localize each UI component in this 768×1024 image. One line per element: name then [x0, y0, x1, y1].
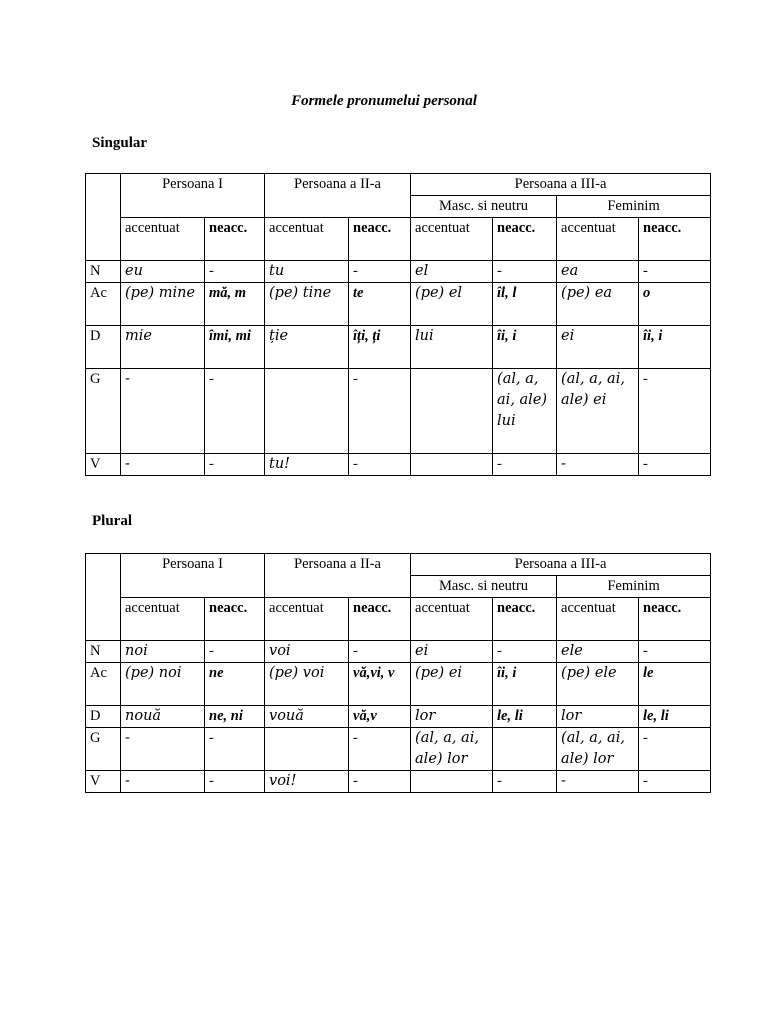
header-person-3: Persoana a III-a: [411, 174, 711, 196]
table-cell: (pe) mine: [121, 283, 205, 326]
table-cell: -: [121, 369, 205, 454]
table-cell: nouă: [121, 706, 205, 728]
table-row: [86, 454, 711, 476]
table-cell: el: [411, 261, 493, 283]
header-person-1: Persoana I: [121, 174, 265, 218]
header-feminim: Feminim: [557, 576, 711, 598]
document-title: Formele pronumelui personal: [291, 93, 477, 109]
table-cell: (pe) ele: [557, 663, 639, 706]
case-label: Ac: [86, 283, 121, 326]
table-cell: -: [121, 771, 205, 793]
table-cell: -: [557, 454, 639, 476]
header-masc-neutru: Masc. si neutru: [411, 196, 557, 218]
table-cell: vouă: [265, 706, 349, 728]
case-label: N: [86, 641, 121, 663]
plural-table: [85, 553, 711, 793]
table-cell: -: [557, 771, 639, 793]
table-cell: (pe) ei: [411, 663, 493, 706]
header-masc-neutru: Masc. si neutru: [411, 576, 557, 598]
table-row: [86, 641, 711, 663]
table-cell: -: [121, 454, 205, 476]
header-neacc: neacc.: [639, 218, 711, 261]
table-cell: îi, i: [639, 326, 711, 369]
table-cell: eu: [121, 261, 205, 283]
table-cell: îi, i: [493, 326, 557, 369]
table-cell: (pe) el: [411, 283, 493, 326]
table-cell: te: [349, 283, 411, 326]
table-cell: le, li: [493, 706, 557, 728]
table-cell: -: [493, 641, 557, 663]
table-cell: lor: [411, 706, 493, 728]
table-cell: -: [349, 369, 411, 454]
table-cell: [411, 454, 493, 476]
table-cell: vă,v: [349, 706, 411, 728]
header-feminim: Feminim: [557, 196, 711, 218]
table-cell: -: [205, 369, 265, 454]
table-cell: îi, i: [493, 663, 557, 706]
table-cell: (pe) ea: [557, 283, 639, 326]
header-accentuat: accentuat: [557, 218, 639, 261]
table-cell: ei: [411, 641, 493, 663]
singular-table: [85, 173, 711, 476]
table-cell: -: [205, 454, 265, 476]
table-cell: îl, l: [493, 283, 557, 326]
table-cell: -: [639, 454, 711, 476]
table-cell: ție: [265, 326, 349, 369]
table-cell: voi!: [265, 771, 349, 793]
table-cell: (al, a, ai, ale) ei: [557, 369, 639, 454]
table-cell: [265, 369, 349, 454]
table-cell: -: [639, 771, 711, 793]
header-accentuat: accentuat: [557, 598, 639, 641]
table-cell: (pe) tine: [265, 283, 349, 326]
table-cell: -: [205, 261, 265, 283]
table-row: [86, 706, 711, 728]
table-cell: -: [493, 771, 557, 793]
header-accentuat: accentuat: [411, 218, 493, 261]
table-row: [86, 326, 711, 369]
table-cell: -: [349, 728, 411, 771]
table-cell: ele: [557, 641, 639, 663]
table-cell: ne: [205, 663, 265, 706]
table-cell: -: [349, 771, 411, 793]
table-cell: -: [349, 454, 411, 476]
table-cell: -: [639, 369, 711, 454]
table-cell: ne, ni: [205, 706, 265, 728]
header-neacc: neacc.: [349, 598, 411, 641]
header-neacc: neacc.: [349, 218, 411, 261]
table-row: [86, 369, 711, 454]
table-row: [86, 283, 711, 326]
case-label: G: [86, 369, 121, 454]
header-neacc: neacc.: [639, 598, 711, 641]
header-accentuat: accentuat: [265, 598, 349, 641]
table-cell: -: [205, 728, 265, 771]
table-cell: tu!: [265, 454, 349, 476]
header-person-2: Persoana a II-a: [265, 174, 411, 218]
table-cell: (al, a, ai, ale) lor: [557, 728, 639, 771]
table-cell: -: [639, 261, 711, 283]
table-cell: le, li: [639, 706, 711, 728]
case-label: D: [86, 326, 121, 369]
singular-heading: Singular: [92, 135, 148, 151]
table-cell: -: [493, 261, 557, 283]
header-neacc: neacc.: [493, 218, 557, 261]
table-cell: -: [639, 641, 711, 663]
case-label: G: [86, 728, 121, 771]
case-label: V: [86, 454, 121, 476]
table-cell: -: [493, 454, 557, 476]
case-label: V: [86, 771, 121, 793]
table-cell: [493, 728, 557, 771]
header-accentuat: accentuat: [121, 218, 205, 261]
table-cell: îți, ți: [349, 326, 411, 369]
table-cell: voi: [265, 641, 349, 663]
header-neacc: neacc.: [493, 598, 557, 641]
table-cell: [265, 728, 349, 771]
table-cell: [411, 369, 493, 454]
table-cell: -: [349, 261, 411, 283]
header-neacc: neacc.: [205, 218, 265, 261]
header-person-1: Persoana I: [121, 554, 265, 598]
table-cell: ei: [557, 326, 639, 369]
table-row: [86, 261, 711, 283]
table-cell: mă, m: [205, 283, 265, 326]
table-cell: lor: [557, 706, 639, 728]
table-cell: (al, a, ai, ale) lui: [493, 369, 557, 454]
table-cell: tu: [265, 261, 349, 283]
table-cell: noi: [121, 641, 205, 663]
table-cell: (pe) voi: [265, 663, 349, 706]
header-person-2: Persoana a II-a: [265, 554, 411, 598]
table-row: [86, 771, 711, 793]
case-label: N: [86, 261, 121, 283]
table-cell: (pe) noi: [121, 663, 205, 706]
corner-cell: [86, 554, 121, 641]
table-row: [86, 663, 711, 706]
table-cell: lui: [411, 326, 493, 369]
header-accentuat: accentuat: [265, 218, 349, 261]
table-cell: o: [639, 283, 711, 326]
table-cell: [411, 771, 493, 793]
header-person-3: Persoana a III-a: [411, 554, 711, 576]
header-neacc: neacc.: [205, 598, 265, 641]
case-label: D: [86, 706, 121, 728]
table-cell: -: [205, 641, 265, 663]
table-cell: le: [639, 663, 711, 706]
table-cell: -: [639, 728, 711, 771]
table-row: [86, 728, 711, 771]
header-accentuat: accentuat: [411, 598, 493, 641]
table-cell: ea: [557, 261, 639, 283]
table-cell: vă,vi, v: [349, 663, 411, 706]
table-cell: -: [205, 771, 265, 793]
table-cell: -: [121, 728, 205, 771]
table-cell: îmi, mi: [205, 326, 265, 369]
header-accentuat: accentuat: [121, 598, 205, 641]
table-cell: mie: [121, 326, 205, 369]
plural-heading: Plural: [92, 513, 132, 529]
corner-cell: [86, 174, 121, 261]
table-cell: (al, a, ai, ale) lor: [411, 728, 493, 771]
table-cell: -: [349, 641, 411, 663]
case-label: Ac: [86, 663, 121, 706]
